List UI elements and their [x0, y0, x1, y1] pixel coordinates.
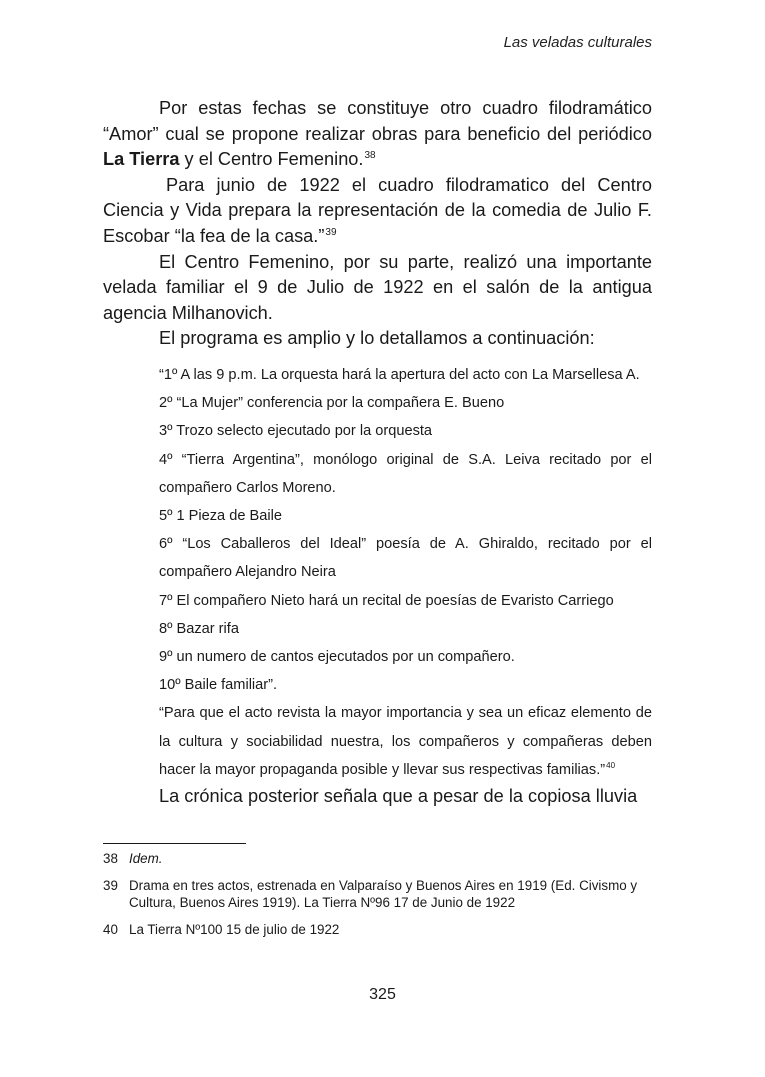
footnote-text: La Tierra Nº100 15 de julio de 1922: [129, 921, 340, 937]
program-item-1: “1º A las 9 p.m. La orquesta hará la apertura del acto con La Marsellesa A.: [159, 366, 640, 383]
footnote-number: 39: [103, 877, 118, 893]
footnote-text: Drama en tres actos, estrenada en Valparaíso y Buenos Aires en 1919 (Ed. Civismo y Cultura, Buenos Aires 1919). La Tierra Nº96 17 de Junio de 1922: [129, 877, 638, 910]
footnote-40: [103, 921, 652, 939]
running-header: Las veladas culturales: [503, 34, 652, 51]
footnote-number: 40: [103, 921, 118, 937]
program-item-7: 7º El compañero Nieto hará un recital de poesías de Evaristo Carriego: [159, 592, 614, 609]
footnote-ref-38[interactable]: 38: [364, 150, 376, 162]
paragraph-amor: [103, 96, 652, 173]
program-item-4: 4º “Tierra Argentina”, monólogo original de S.A. Leiva recitado por el compañero Carlos Moreno.: [159, 451, 652, 496]
paragraph-text: y el Centro Femenino.: [179, 149, 364, 170]
program-item-5: 5º 1 Pieza de Baile: [159, 507, 282, 524]
program-closing: [159, 699, 652, 784]
newspaper-title: La Tierra: [103, 149, 180, 170]
page-number: 325: [369, 986, 396, 1003]
program-item-6: 6º “Los Caballeros del Ideal” poesía de A. Ghiraldo, recitado por el compañero Alejandro Neira: [159, 536, 652, 581]
program-item-2: 2º “La Mujer” conferencia por la compañera E. Bueno: [159, 395, 505, 412]
program-item-3: 3º Trozo selecto ejecutado por la orquesta: [159, 423, 433, 440]
footnote-separator: [103, 843, 246, 844]
paragraph-text: Para junio de 1922 el cuadro filodramatico del Centro Ciencia y Vida prepara la representación de la comedia de Julio F. Escobar “la fea de la casa.”: [103, 174, 652, 246]
program-item-9: 9º un numero de cantos ejecutados por un compañero.: [159, 648, 515, 665]
footnote-number: 38: [103, 851, 118, 866]
footnote-ref-40[interactable]: 40: [606, 760, 616, 770]
paragraph-ciencia-y-vida: [103, 173, 652, 250]
paragraph-programa-intro: El programa es amplio y lo detallamos a continuación:: [159, 328, 595, 349]
footnote-39: [103, 877, 652, 912]
program-item-10: 10º Baile familiar”.: [159, 677, 278, 694]
footnote-text-italic: Idem.: [129, 851, 163, 866]
footnote-text: [129, 850, 652, 868]
program-item-8: 8º Bazar rifa: [159, 620, 239, 637]
paragraph-text: Por estas fechas se constituye otro cuadro filodramático “Amor” cual se propone realizar obras para beneficio del periódico: [103, 98, 652, 144]
paragraph-cronica: La crónica posterior señala que a pesar de la copiosa lluvia: [159, 785, 638, 806]
footnote-ref-39[interactable]: 39: [325, 226, 337, 238]
program-quote: [159, 361, 652, 784]
footnote-38: [103, 850, 652, 868]
closing-text: “Para que el acto revista la mayor importancia y sea un eficaz elemento de la cultura y sociabilidad nuestra, los compañeros y compañeras deben hacer la mayor propaganda posible y llevar sus respectivas familias.”: [159, 705, 652, 778]
paragraph-centro-femenino: El Centro Femenino, por su parte, realizó una importante velada familiar el 9 de Julio de 1922 en el salón de la antigua agencia Milhanovich.: [103, 251, 652, 323]
body-text: [103, 96, 652, 810]
footnotes: [103, 850, 652, 947]
